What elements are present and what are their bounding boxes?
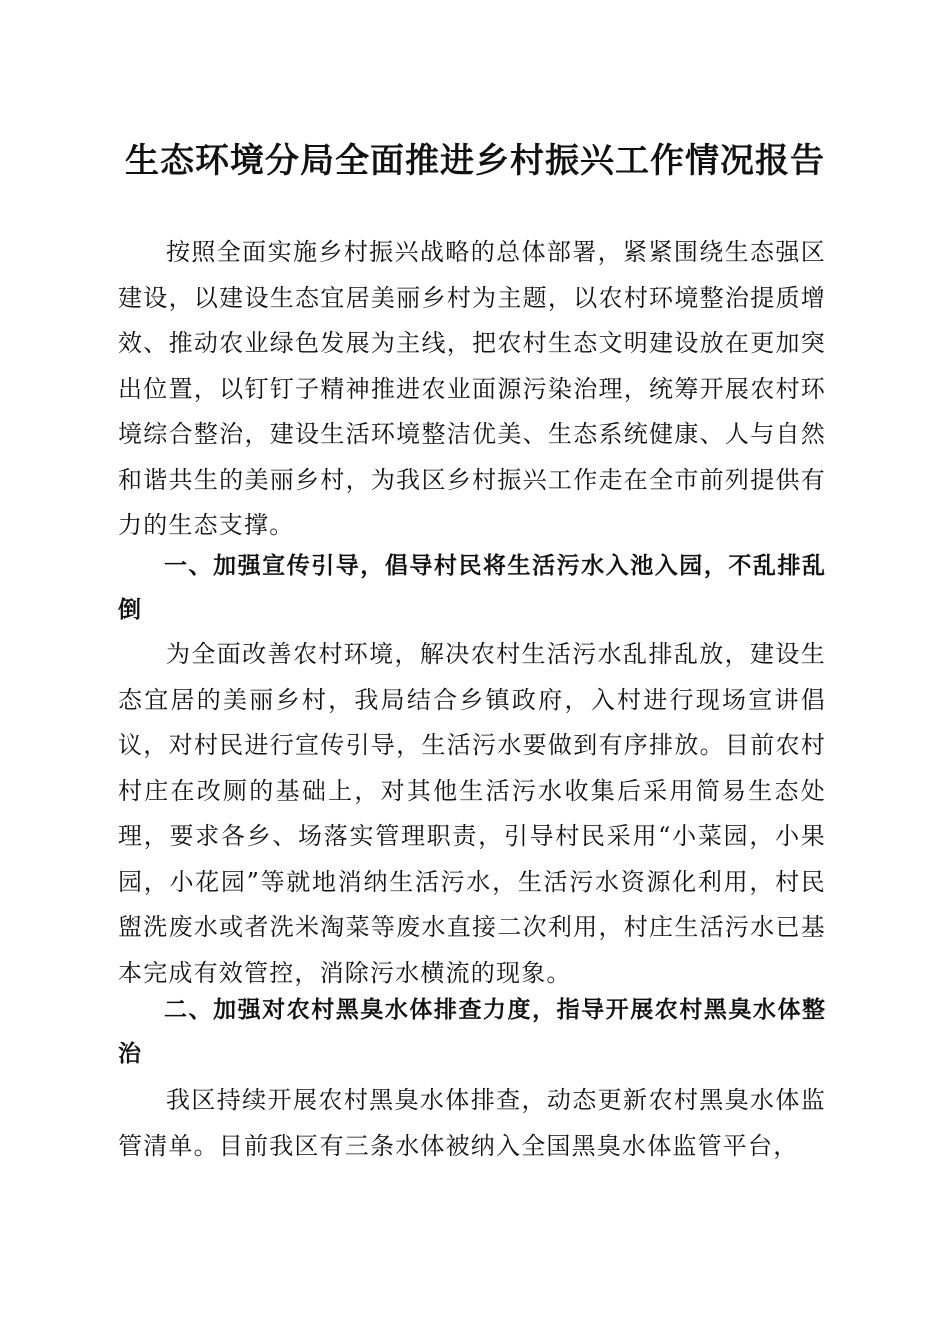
intro-paragraph: 按照全面实施乡村振兴战略的总体部署，紧紧围绕生态强区建设，以建设生态宜居美丽乡村为主题，以农村环境整治提质增效、推动农业绿色发展为主线，把农村生态文明建设放在更加突出位置，以钉钉子精神推进农业面源污染治理，统筹开展农村环境综合整治，建设生活环境整洁优美、生态系统健康、人与自然和谐共生的美丽乡村，为我区乡村振兴工作走在全市前列提供有力的生态支撑。 (118, 238, 826, 539)
section-body-1: 为全面改善农村环境，解决农村生活污水乱排乱放，建设生态宜居的美丽乡村，我局结合乡镇政府，入村进行现场宣讲倡议，对村民进行宣传引导，生活污水要做到有序排放。目前农村村庄在改厕的基础上，对其他生活污水收集后采用简易生态处理，要求各乡、场落实管理职责，引导村民采用“小菜园，小果园，小花园”等就地消纳生活污水，生活污水资源化利用，村民盥洗废水或者洗米淘菜等废水直接二次利用，村庄生活污水已基本完成有效管控，消除污水横流的现象。 (118, 640, 826, 987)
section-heading-2: 二、加强对农村黑臭水体排查力度，指导开展农村黑臭水体整治 (118, 997, 826, 1067)
document-title: 生态环境分局全面推进乡村振兴工作情况报告 (125, 141, 825, 181)
section-body-2: 我区持续开展农村黑臭水体排查，动态更新农村黑臭水体监管清单。目前我区有三条水体被纳入全国黑臭水体监管平台， (118, 1086, 826, 1160)
section-heading-1: 一、加强宣传引导，倡导村民将生活污水入池入园，不乱排乱倒 (118, 553, 826, 623)
